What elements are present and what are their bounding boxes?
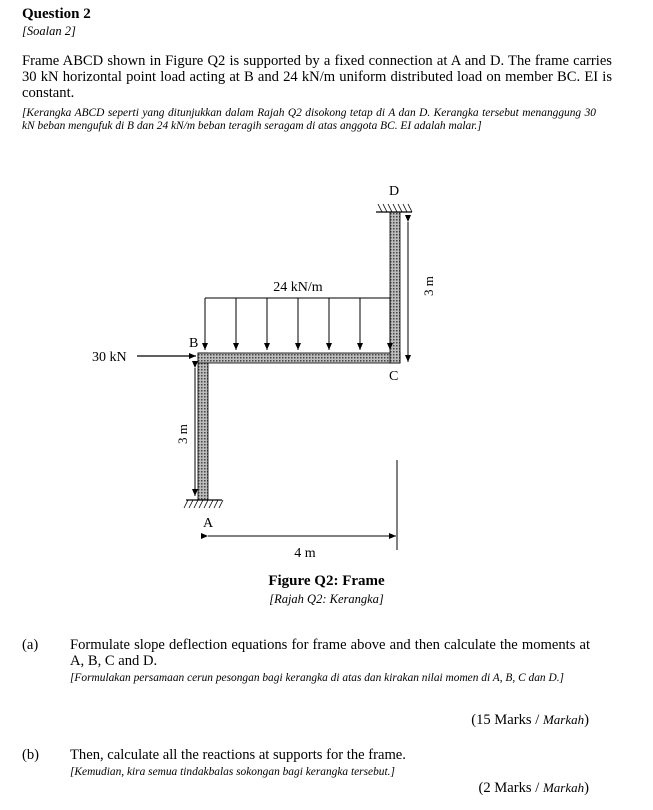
figure-caption-malay: [Rajah Q2: Kerangka]: [269, 592, 384, 606]
question-subtitle: [Soalan 2]: [22, 24, 76, 38]
part-b-text-malay: [Kemudian, kira semua tindakbalas sokongan bagi kerangka tersebut.]: [70, 766, 395, 778]
question-title: Question 2: [22, 6, 91, 22]
figure-caption: Figure Q2: Frame: [268, 573, 385, 589]
point-load-label: 30 kN: [92, 350, 127, 365]
node-b-label: B: [189, 336, 199, 351]
span-label: 4 m: [294, 546, 316, 561]
fixed-support-d: [376, 204, 412, 212]
part-a-text-malay: [Formulakan persamaan cerun pesongan bagi kerangka di atas dan kirakan nilai momen di A, B, C dan D.]: [70, 672, 564, 684]
node-d-label: D: [389, 184, 400, 199]
part-a-text: Formulate slope deflection equations for frame above and then calculate the moments at A, B, C and D.: [70, 637, 590, 669]
part-b-label: (b): [22, 747, 40, 763]
question-body-english: Frame ABCD shown in Figure Q2 is supported by a fixed connection at A and D. The frame carries 30 kN horizontal point load acting at B and 24 kN/m uniform distributed load on member BC. EI is constant.: [22, 53, 612, 101]
span-dimension: [208, 460, 397, 550]
udl-label: 24 kN/m: [273, 280, 323, 295]
part-a-label: (a): [22, 637, 39, 653]
part-b-text: Then, calculate all the reactions at supports for the frame.: [70, 747, 406, 763]
question-body-malay: [Kerangka ABCD seperti yang ditunjukkan dalam Rajah Q2 disokong tetap di A dan D. Kerangka tersebut menanggung 30 kN beban mengufuk di B dan 24 kN/m beban teragih seragam di atas anggota BC. EI adalah malar.]: [22, 107, 596, 132]
member-cd: [390, 212, 400, 363]
part-b-marks: (2 Marks / Markah): [478, 780, 589, 796]
height-label-left: 3 m: [175, 424, 190, 444]
height-label-right: 3 m: [421, 276, 436, 296]
frame-figure: [0, 175, 653, 615]
part-a-marks: (15 Marks / Markah): [471, 712, 589, 728]
udl-load: [205, 298, 390, 350]
node-a-label: A: [203, 516, 214, 531]
member-bc: [198, 353, 400, 363]
node-c-label: C: [389, 369, 399, 384]
fixed-support-a: [184, 500, 223, 508]
member-ab: [198, 353, 208, 500]
